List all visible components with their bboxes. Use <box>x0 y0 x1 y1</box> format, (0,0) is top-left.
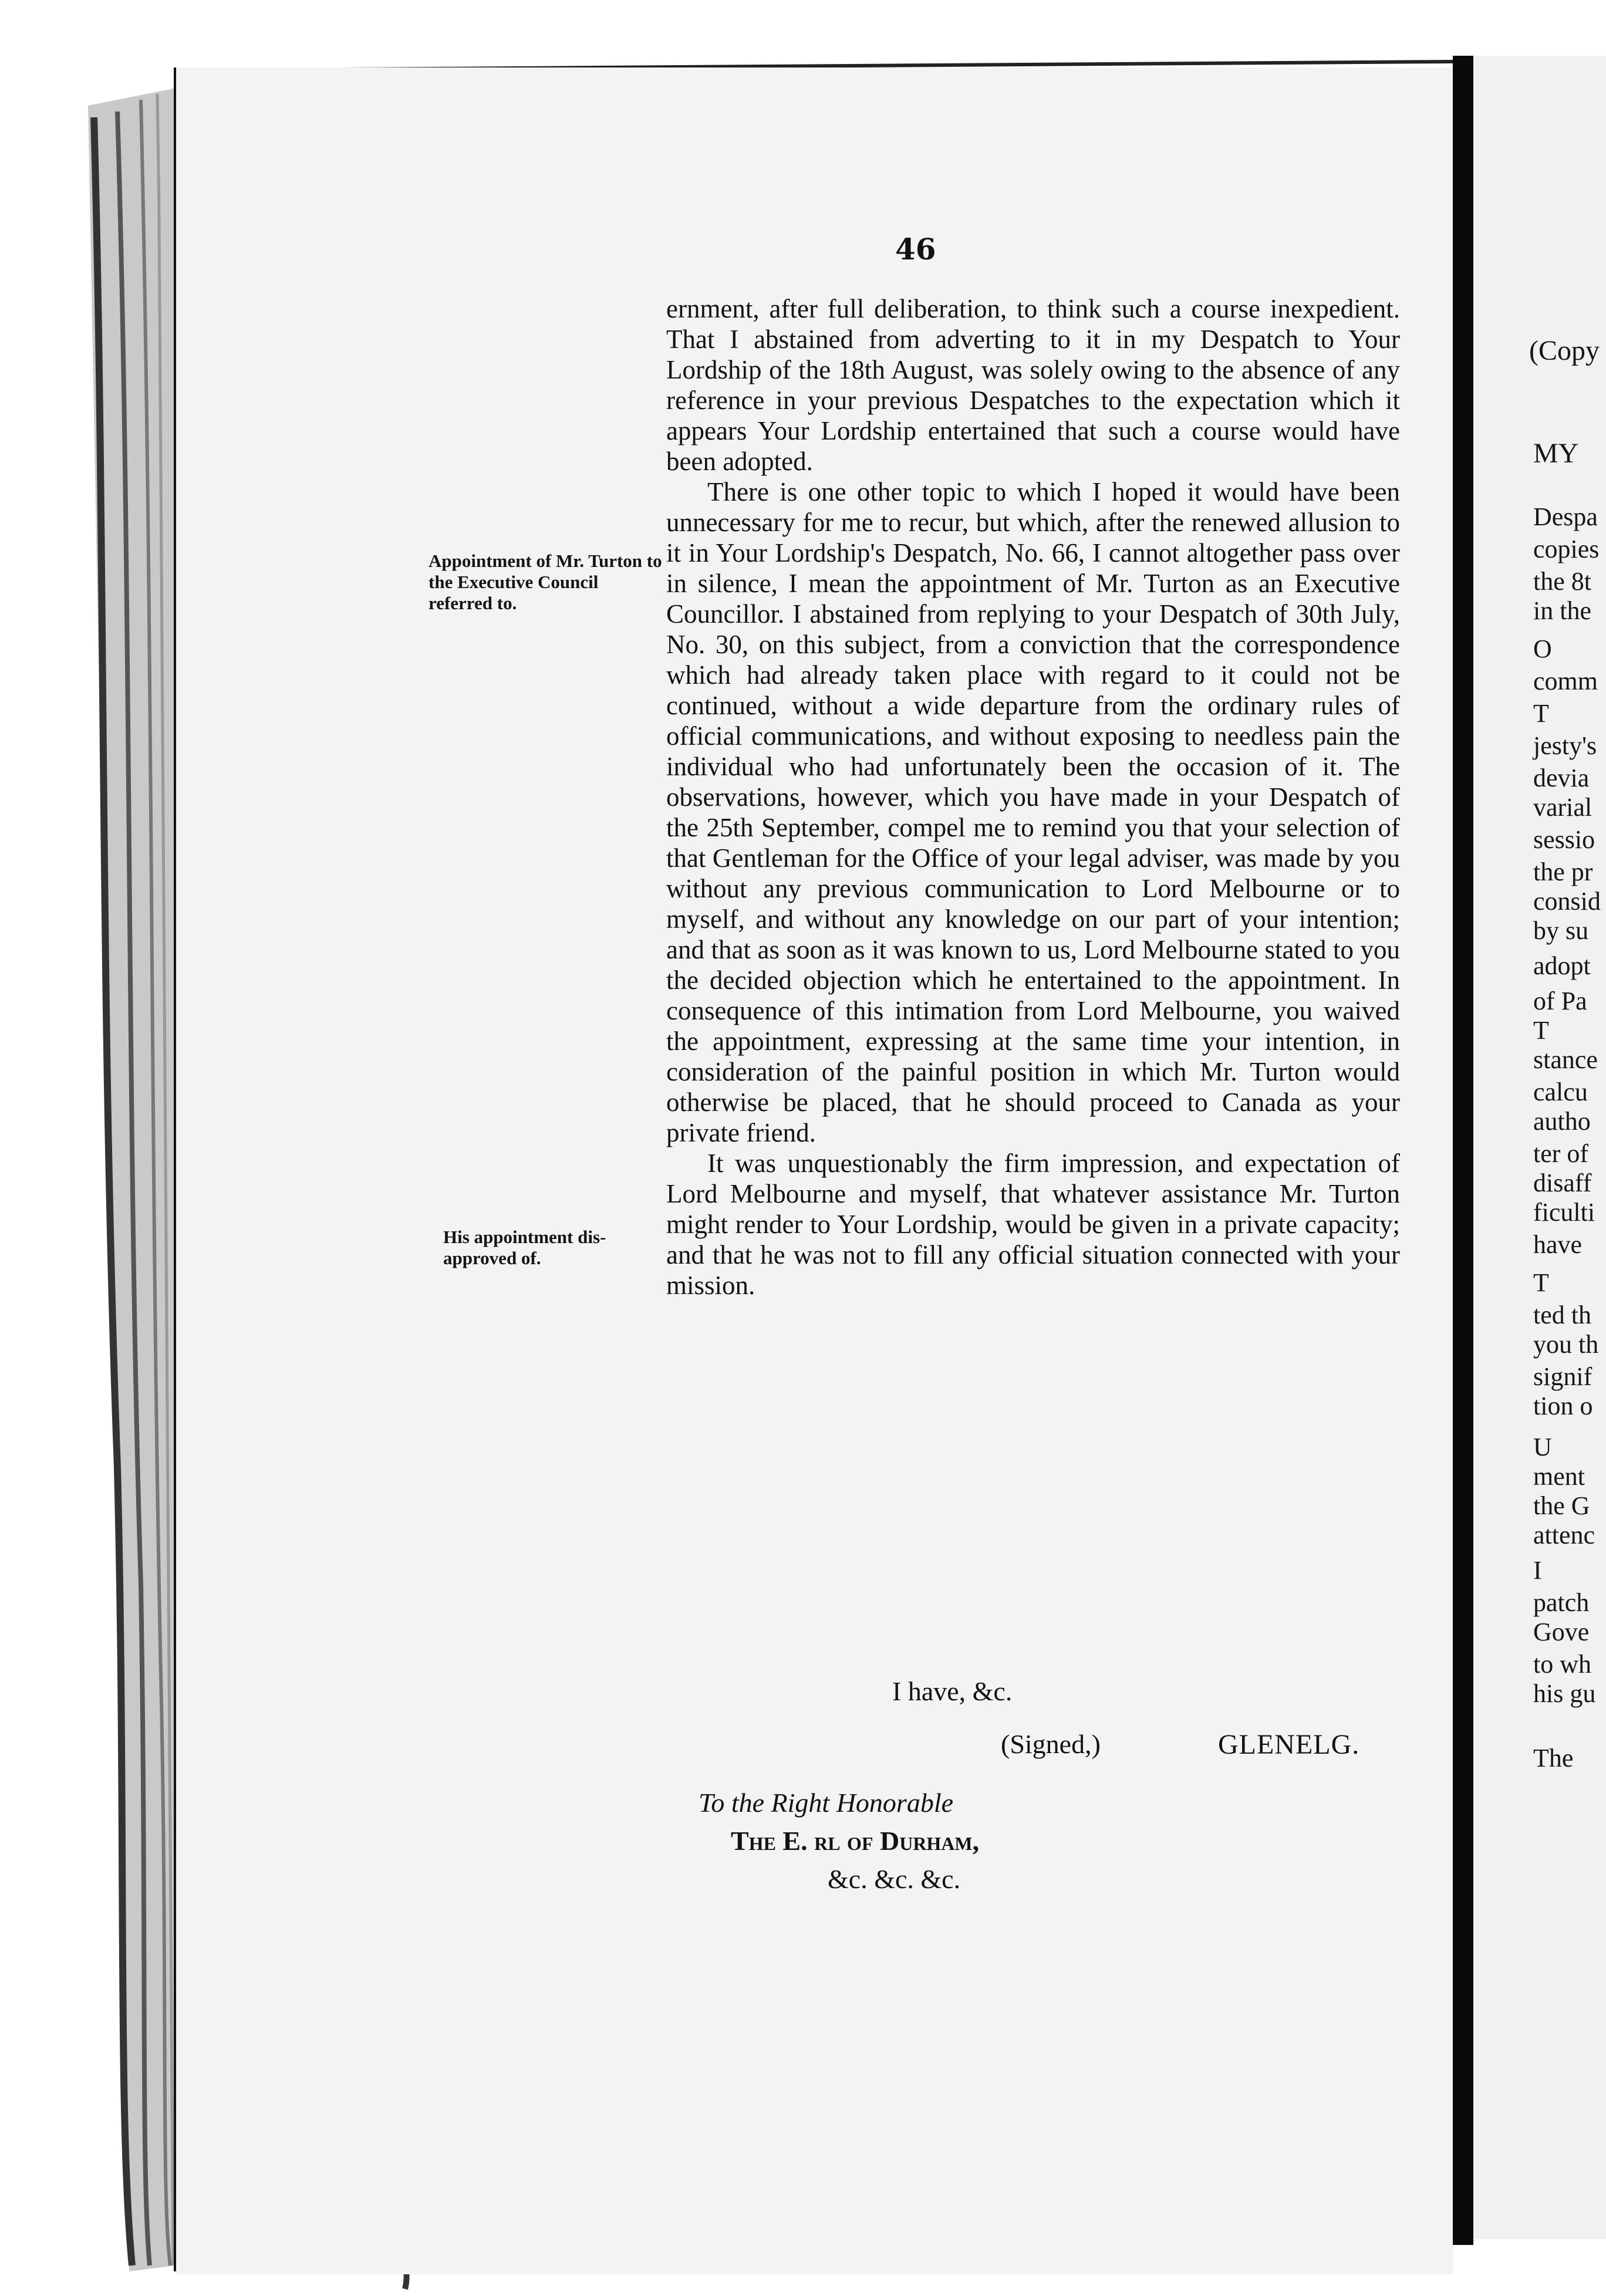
adjacent-page-fragment: by su <box>1533 916 1589 945</box>
adjacent-page-fragment: attenc <box>1533 1521 1595 1549</box>
signer-name: GLENELG. <box>1218 1729 1360 1760</box>
recipient-line: The E. rl of Durham, <box>731 1826 980 1856</box>
sign-off: I have, &c. <box>892 1676 1013 1706</box>
adjacent-page-fragment: jesty's <box>1533 731 1597 760</box>
adjacent-page-fragment: ted th <box>1533 1301 1591 1329</box>
adjacent-page-fragment: have <box>1533 1230 1583 1259</box>
adjacent-page-fragment: autho <box>1533 1107 1591 1136</box>
etc-line: &c. &c. &c. <box>828 1864 961 1894</box>
adjacent-page-fragment: signif <box>1533 1362 1592 1391</box>
adjacent-page-fragment: I <box>1533 1556 1542 1585</box>
signed-mark: (Signed,) <box>1001 1729 1101 1759</box>
adjacent-page-fragment: disaff <box>1533 1169 1592 1197</box>
adjacent-page-fragment: The <box>1533 1744 1574 1772</box>
adjacent-page-fragment: of Pa <box>1533 987 1587 1015</box>
margin-note-appointment: Appointment of Mr. Turton to the Executive Council referred to. <box>429 551 662 613</box>
adjacent-page-fragment: (Copy <box>1529 335 1600 366</box>
page-number: 46 <box>895 232 936 266</box>
paragraph-turton-appointment: There is one other topic to which I hoped it would have been unnecessary for me to recur, but which, after the renewed allusion to it in Your Lordship's Despatch, No. 66, I cannot altogether pass over in silence, I mean the appointment of Mr. Turton as an Executive Councillor. I abstained from replying to your Despatch of 30th July, No. 30, on this subject, from a conviction that the correspondence which had already taken place with regard to it could not be continued, without a wide departure from the ordinary rules of official communications, and without exposing to needless pain the individual who had unfortunately been the occasion of it. The observations, however, which you have made in your Despatch of the 25th September, compel me to remind you that your selection of that Gentleman for the Office of your legal adviser, was made by you without any previous communication to Lord Melbourne or to myself, and without any knowledge on our part of your intention; and that as soon as it was known to us, Lord Melbourne stated to you the decided objection which he entertained to the appointment. In consequence of this intimation from Lord Melbourne, you waived the appointment, expressing at the same time your intention, in consideration of the painful position in which Mr. Turton would otherwise be placed, that he should proceed to Canada as your private friend. <box>666 477 1400 1147</box>
adjacent-page-fragment: the G <box>1533 1491 1590 1520</box>
adjacent-page-fragment: devia <box>1533 764 1590 792</box>
adjacent-page-fragment: copies <box>1533 535 1600 563</box>
margin-note-disapproved: His appointment dis-approved of. <box>443 1227 606 1268</box>
adjacent-page-fragment: adopt <box>1533 951 1591 980</box>
adjacent-page-fragment: T <box>1533 1016 1549 1045</box>
adjacent-page-fragment: ficulti <box>1533 1198 1595 1227</box>
paragraph-private-capacity: It was unquestionably the firm impression, and expectation of Lord Melbourne and myself, that whatever assistance Mr. Turton might render to Your Lordship, would be given in a private capacity; and that he was not to fill any official situation connected with your mission. <box>666 1149 1400 1300</box>
adjacent-page-fragment: consid <box>1533 887 1601 916</box>
adjacent-page-fragment: patch <box>1533 1588 1590 1617</box>
adjacent-page-fragment: stance <box>1533 1045 1598 1074</box>
despatch-body <box>666 293 1400 1301</box>
book-gutter <box>1453 56 1473 2245</box>
adjacent-page-fragment: O <box>1533 634 1552 663</box>
adjacent-page-fragment: MY <box>1533 438 1579 469</box>
adjacent-page-fragment: you th <box>1533 1330 1599 1359</box>
adjacent-page-fragment: ment <box>1533 1462 1585 1491</box>
adjacent-page-fragment: to wh <box>1533 1650 1591 1679</box>
adjacent-page-fragment: the 8t <box>1533 567 1591 596</box>
adjacent-page-fragment: varial <box>1533 793 1592 822</box>
adjacent-page-fragment: T <box>1533 699 1549 728</box>
adjacent-page-fragment: sessio <box>1533 825 1595 854</box>
adjacent-page-fragment: his gu <box>1533 1679 1596 1708</box>
adjacent-page-fragment: Gove <box>1533 1618 1590 1646</box>
adjacent-page-fragment: comm <box>1533 667 1598 695</box>
adjacent-page-fragment: tion o <box>1533 1392 1593 1420</box>
adjacent-page-fragment: Despa <box>1533 502 1598 531</box>
adjacent-page-fragment: calcu <box>1533 1078 1588 1106</box>
adjacent-page-fragment: U <box>1533 1433 1552 1461</box>
adjacent-page-fragment: the pr <box>1533 857 1593 886</box>
adjacent-page-fragment: T <box>1533 1268 1549 1297</box>
paragraph-continuation: ernment, after full deliberation, to think such a course inexpedient. That I abstained from adverting to it in my Despatch to Your Lordship of the 18th August, was solely owing to the absence of any reference in your previous Despatches to the expectation which it appears Your Lordship entertained that such a course would have been adopted. <box>666 294 1400 476</box>
adjacent-page-fragment: in the <box>1533 596 1591 625</box>
addressee-line: To the Right Honorable <box>699 1788 954 1818</box>
adjacent-page-fragment: ter of <box>1533 1139 1589 1168</box>
